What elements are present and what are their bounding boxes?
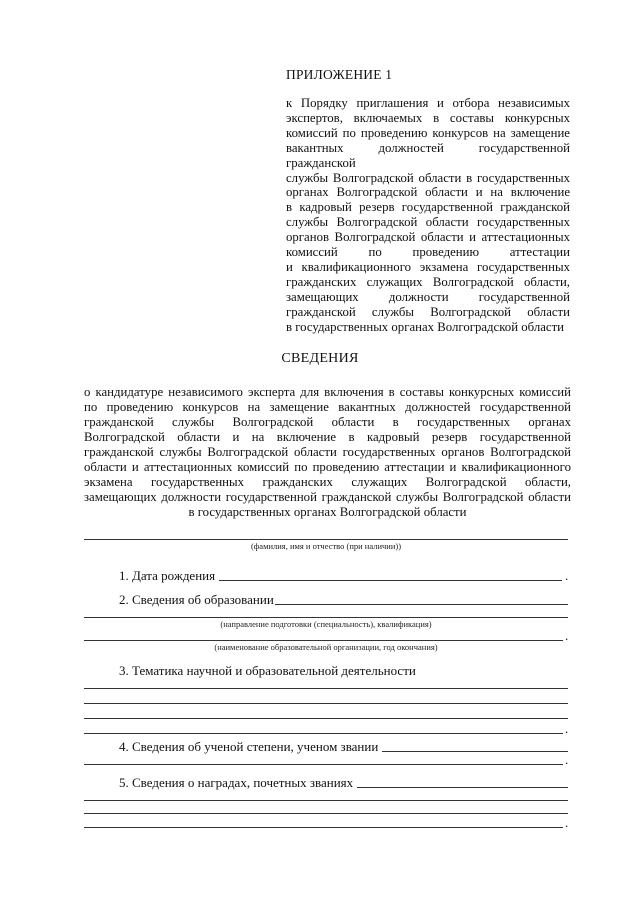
appendix-line: вакантных должностей государственной гражданской bbox=[286, 140, 570, 170]
degree-field-line[interactable] bbox=[382, 751, 568, 752]
appendix-line: к Порядку приглашения и отбора независимых bbox=[286, 96, 570, 110]
degree-field-line[interactable] bbox=[84, 764, 563, 765]
intro-line: области и аттестационных комиссий по проведению аттестации и квалификационного bbox=[84, 460, 571, 474]
research-field-line[interactable] bbox=[84, 703, 568, 704]
organization-period: . bbox=[565, 628, 569, 643]
appendix-line: в кадровый резерв государственной гражданской bbox=[286, 200, 570, 215]
appendix-line: в государственных органах Волгоградской области bbox=[286, 319, 565, 334]
awards-field-line[interactable] bbox=[84, 827, 563, 828]
degree-period: . bbox=[565, 752, 569, 767]
intro-line-last: в государственных органах Волгоградской области bbox=[188, 505, 467, 519]
appendix-title: ПРИЛОЖЕНИЕ 1 bbox=[286, 67, 393, 82]
appendix-line: гражданских служащих Волгоградской области, bbox=[286, 274, 570, 289]
appendix-line: и квалификационного экзамена государственных bbox=[286, 259, 570, 274]
birth-date-period: . bbox=[565, 568, 569, 583]
research-field-line[interactable] bbox=[84, 688, 568, 689]
appendix-line: службы Волгоградской области в государственных bbox=[286, 170, 570, 185]
research-period: . bbox=[565, 721, 569, 736]
organization-caption: (наименование образовательной организации, год окончания) bbox=[214, 642, 438, 652]
intro-paragraph bbox=[84, 385, 571, 520]
birth-date-field-line[interactable] bbox=[219, 580, 562, 581]
fio-caption: (фамилия, имя и отчество (при наличии)) bbox=[250, 541, 402, 551]
awards-field-line[interactable] bbox=[84, 800, 568, 801]
appendix-line: экспертов, включаемых в составы конкурсных bbox=[286, 110, 570, 125]
appendix-line: органов Волгоградской области и аттестационных bbox=[286, 230, 570, 245]
education-field-line[interactable] bbox=[275, 604, 568, 605]
intro-line: гражданской службы Волгоградской области в государственных органах bbox=[84, 415, 571, 429]
awards-label: 5. Сведения о наградах, почетных званиях bbox=[119, 775, 354, 790]
research-field-line[interactable] bbox=[84, 718, 568, 719]
intro-line: о кандидатуре независимого эксперта для включения в составы конкурсных комиссий bbox=[84, 385, 571, 399]
birth-date-label: 1. Дата рождения bbox=[119, 568, 216, 583]
appendix-line: комиссий по проведению конкурсов на замещение bbox=[286, 125, 570, 140]
appendix-line: службы Волгоградской области государственных bbox=[286, 215, 570, 230]
intro-line: гражданской службы Волгоградской области государственных органов Волгоградской bbox=[84, 445, 571, 459]
specialty-caption: (направление подготовки (специальность), квалификация) bbox=[220, 619, 432, 629]
degree-label: 4. Сведения об ученой степени, ученом звании bbox=[119, 739, 379, 754]
research-field-line[interactable] bbox=[84, 733, 563, 734]
intro-line: по проведению конкурсов на замещение вакантных должностей государственной bbox=[84, 400, 571, 414]
fio-field-line[interactable] bbox=[84, 539, 568, 540]
appendix-reference bbox=[286, 96, 570, 335]
awards-period: . bbox=[565, 815, 569, 830]
intro-line: Волгоградской области и на включение в кадровый резерв государственной bbox=[84, 430, 571, 444]
intro-line: экзамена государственных гражданских служащих Волгоградской области, bbox=[84, 475, 571, 489]
appendix-line: органах Волгоградской области и на включение bbox=[286, 185, 570, 200]
awards-field-line[interactable] bbox=[84, 813, 568, 814]
organization-field-line[interactable] bbox=[84, 640, 563, 641]
appendix-line: гражданской службы Волгоградской области bbox=[286, 304, 570, 319]
awards-field-line[interactable] bbox=[357, 787, 568, 788]
appendix-line: комиссий по проведению аттестации bbox=[286, 245, 570, 260]
intro-line: замещающих должности государственной гражданской службы Волгоградской области bbox=[84, 490, 571, 504]
research-label: 3. Тематика научной и образовательной деятельности bbox=[119, 663, 416, 678]
appendix-line: замещающих должности государственной bbox=[286, 289, 570, 304]
specialty-field-line[interactable] bbox=[84, 617, 568, 618]
document-heading: СВЕДЕНИЯ bbox=[281, 351, 359, 366]
education-label: 2. Сведения об образовании bbox=[119, 592, 274, 607]
